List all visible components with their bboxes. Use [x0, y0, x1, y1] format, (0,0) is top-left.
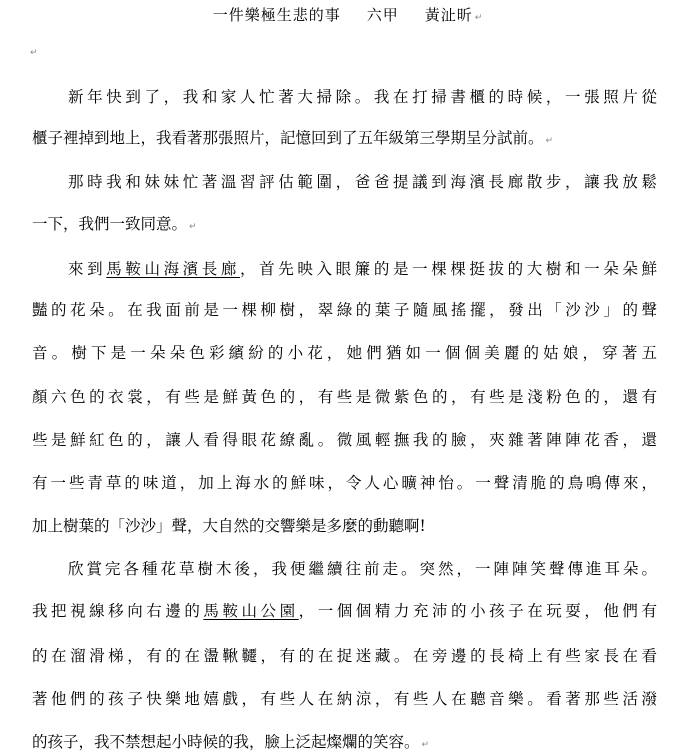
paragraph-mark-icon: ↵ — [189, 222, 197, 232]
place-name-link: 馬鞍山公園 — [203, 602, 299, 620]
paragraph-4-line-3: 的在溜滑梯，有的在盪鞦韆，有的在捉迷藏。在旁邊的長椅上有些家長在看 — [32, 647, 657, 665]
essay-title: 一件樂極生悲的事 — [212, 6, 341, 24]
paragraph-4-line-4: 著他們的孩子快樂地嬉戲，有些人在納涼，有些人在聽音樂。看著那些活潑 — [32, 690, 657, 708]
paragraph-3-line-4: 顏六色的衣裳，有些是鮮黃色的，有些是微紫色的，有些是淺粉色的，還有 — [32, 388, 657, 406]
author-name: 黃沚昕 — [424, 6, 473, 24]
essay-title-line — [0, 4, 696, 25]
paragraph-3-line-1 — [32, 258, 657, 280]
paragraph-1-line-2 — [32, 127, 657, 149]
paragraph-4-line-5-text: 的孩子，我不禁想起小時候的我，臉上泛起燦爛的笑容。 — [32, 733, 420, 751]
class-name: 六甲 — [366, 6, 399, 24]
paragraph-1-line-2-text: 櫃子裡掉到地上，我看著那張照片，記憶回到了五年級第三學期呈分試前。 — [32, 129, 544, 147]
place-name-link: 馬鞍山海濱長廊 — [106, 260, 241, 278]
paragraph-mark-icon: ↵ — [474, 13, 484, 23]
paragraph-2-line-2 — [32, 213, 657, 235]
paragraph-1-line-1: 新年快到了，我和家人忙著大掃除。我在打掃書櫃的時候，一張照片從 — [68, 88, 657, 106]
paragraph-3-line-3: 音。樹下是一朵朵色彩繽紛的小花，她們猶如一個個美麗的姑娘，穿著五 — [32, 344, 657, 362]
paragraph-mark-icon: ↵ — [30, 48, 38, 58]
paragraph-3-line-5: 些是鮮紅色的，讓人看得眼花繚亂。微風輕撫我的臉，夾雜著陣陣花香，還 — [32, 431, 657, 449]
paragraph-3-line-1-pre: 來到 — [68, 260, 107, 278]
paragraph-mark-icon: ↵ — [545, 136, 554, 146]
paragraph-3-line-1-post: ，首先映入眼簾的是一棵棵挺拔的大樹和一朵朵鮮 — [240, 260, 657, 278]
paragraph-4-line-5 — [32, 731, 657, 753]
paragraph-3-line-6: 有一些青草的味道，加上海水的鮮味，令人心曠神怡。一聲清脆的鳥鳴傳來， — [32, 474, 657, 492]
paragraph-3-line-2: 豔的花朵。在我面前是一棵柳樹，翠綠的葉子隨風搖擺，發出「沙沙」的聲 — [32, 301, 657, 319]
paragraph-2-line-1: 那時我和妹妹忙著溫習評估範圍，爸爸提議到海濱長廊散步，讓我放鬆 — [68, 173, 657, 191]
paragraph-2-line-2-text: 一下，我們一致同意。 — [32, 215, 188, 233]
paragraph-4-line-2-post: ，一個個精力充沛的小孩子在玩耍，他們有 — [298, 602, 657, 620]
paragraph-4-line-2-pre: 我把視線移向右邊的 — [32, 602, 204, 620]
paragraph-mark-icon: ↵ — [421, 740, 430, 750]
paragraph-4-line-2 — [32, 600, 657, 622]
paragraph-3-line-7: 加上樹葉的「沙沙」聲，大自然的交響樂是多麼的動聽啊! — [32, 517, 426, 535]
paragraph-4-line-1: 欣賞完各種花草樹木後，我便繼續往前走。突然，一陣陣笑聲傳進耳朵。 — [68, 560, 657, 578]
